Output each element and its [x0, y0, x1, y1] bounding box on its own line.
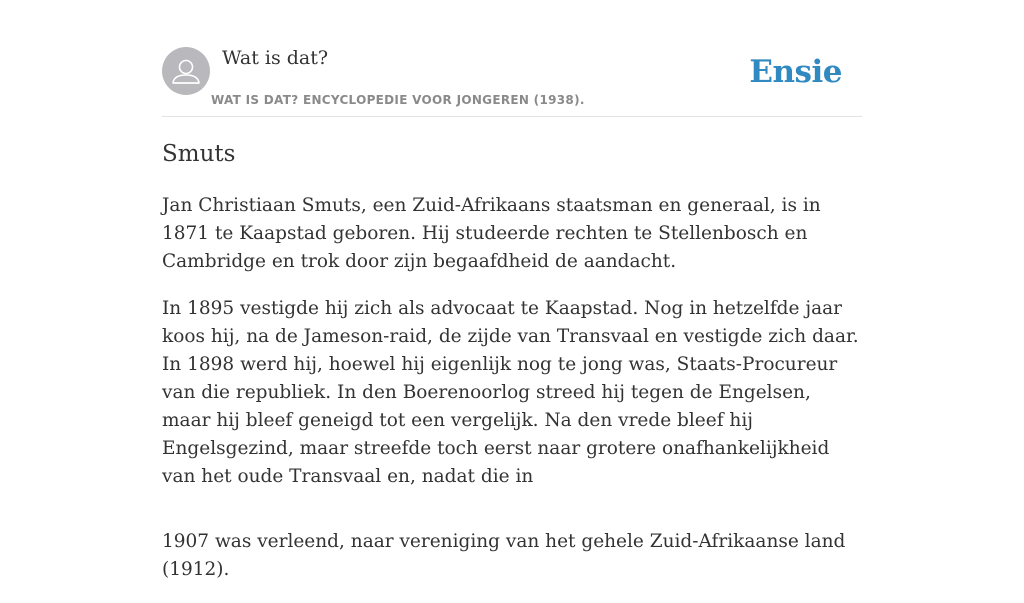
source-header: [162, 46, 862, 117]
brand-logo[interactable]: Ensie: [749, 54, 842, 90]
source-subtitle[interactable]: WAT IS DAT? ENCYCLOPEDIE VOOR JONGEREN (1938).: [211, 93, 585, 107]
source-title[interactable]: Wat is dat?: [222, 47, 329, 69]
article-title: Smuts: [162, 141, 236, 167]
user-icon[interactable]: [162, 47, 210, 95]
paragraph: In 1895 vestigde hij zich als advocaat te Kaapstad. Nog in hetzelfde jaar koos hij, na de Jameson-raid, de zijde van Transvaal en vestigde zich daar. In 1898 werd hij, hoewel hij eigenlijk nog te jong was, Staats-Procureur van die republiek. In den Boerenoorlog streed hij tegen de Engelsen, maar hij bleef geneigd tot een vergelijk. Na den vrede bleef hij Engelsgezind, maar streefde toch eerst naar grotere onafhankelijkheid van het oude Transvaal en, nadat die in: [162, 298, 859, 487]
paragraph: Jan Christiaan Smuts, een Zuid-Afrikaans staatsman en generaal, is in 1871 te Kaapstad geboren. Hij studeerde rechten te Stellenbosch en Cambridge en trok door zijn begaafdheid de aandacht.: [162, 195, 821, 272]
article-body: [162, 192, 862, 603]
paragraph: 1907 was verleend, naar vereniging van het gehele Zuid-Afrikaanse land (1912).: [162, 531, 846, 580]
